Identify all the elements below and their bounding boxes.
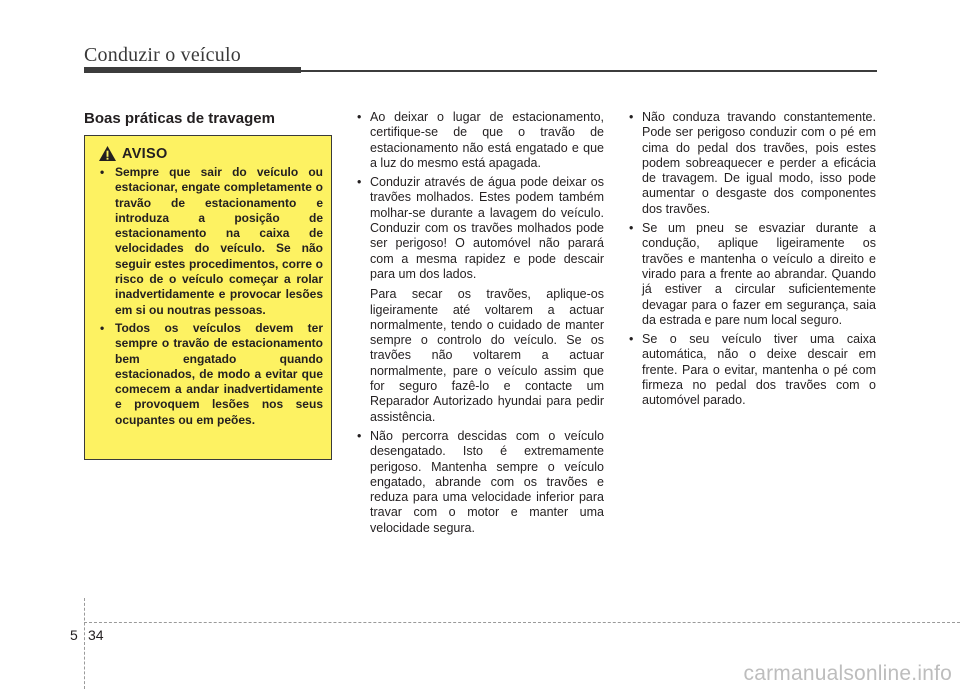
- list-item: [356, 110, 604, 171]
- list-item-text: Não percorra descidas com o veículo desengatado. Isto é extremamente perigoso. Mantenha sempre o veículo engatado, abrande com os travões e reduza para uma velocidade inferior para travar com o motor e manter uma velocidade segura.: [370, 428, 604, 535]
- chapter-number: 5: [70, 627, 78, 643]
- footer-divider: [84, 598, 85, 689]
- warning-title: AVISO: [122, 145, 168, 162]
- list-item: • Se um pneu se esvaziar durante a condução, aplique ligeiramente os travões e mantenha o veículo a direito e virado para a frente ao abrandar. Quando já estiver a circular suficientemente devagar para o fazer em segurança, saia da estrada e pare num local seguro.: [628, 221, 876, 328]
- warning-list: [94, 165, 323, 428]
- bullet-list: [628, 110, 876, 409]
- section-heading: Boas práticas de travagem: [84, 110, 275, 127]
- warning-header: [98, 145, 323, 162]
- warning-item: • Todos os veículos devem ter sempre o travão de estacionamento bem engatado quando estacionados, de modo a evitar que comecem a andar inadvertidamente e provoquem lesões nos seus ocupantes ou em peões.: [94, 321, 323, 428]
- page-number: 34: [88, 627, 104, 643]
- list-item-paragraph: Para secar os travões, aplique-os ligeiramente até voltarem a actuar normalmente, tendo o cuidado de manter sempre o controlo do veículo. Se os travões não voltarem a actuar normalmente, pare o veículo assim que for seguro fazê-lo e contacte um Reparador Autorizado hyundai para pedir assistência.: [370, 287, 604, 424]
- warning-box: [84, 135, 332, 460]
- header-bar: [84, 67, 301, 73]
- list-item: [356, 429, 604, 536]
- warning-item: • Sempre que sair do veículo ou estacionar, engate completamente o travão de estacionamento e introduza a posição de estacionamento na caixa de velocidades do veículo. Se não seguir estes procedimentos, corre o risco de o veículo começar a rolar inadvertidamente e provocar lesões em si ou noutras pessoas.: [94, 165, 323, 318]
- watermark: carmanualsonline.info: [743, 662, 952, 685]
- list-item: [356, 175, 604, 425]
- list-item: • Não conduza travando constantemente. Pode ser perigoso conduzir com o pé em cima do pedal dos travões, pois estes podem sobreaquecer e perder a eficácia de travagem. De igual modo, isso pode aumentar o desgaste dos componentes dos travões.: [628, 110, 876, 217]
- list-item-text: Conduzir através de água pode deixar os travões molhados. Estes podem também molhar-se durante a lavagem do veículo. Conduzir com os travões molhados pode ser perigoso! O automóvel não parará com a mesma rapidez e pode descair para um dos lados.: [370, 175, 604, 281]
- bullet-list: [356, 110, 604, 536]
- warning-triangle-icon: [98, 145, 117, 162]
- column-middle: [356, 110, 604, 540]
- list-item-text: Ao deixar o lugar de estacionamento, certifique-se de que o travão de estacionamento não está engatado e que a luz do mesmo está apagada.: [370, 110, 604, 170]
- list-item: • Se o seu veículo tiver uma caixa automática, não o deixe descair em frente. Para o evitar, mantenha o pé com firmeza no pedal dos travões com o automóvel parado.: [628, 332, 876, 408]
- column-right: [628, 110, 876, 413]
- chapter-title: Conduzir o veículo: [84, 44, 241, 66]
- footer-rule: [84, 622, 960, 623]
- header-rule: [301, 70, 877, 72]
